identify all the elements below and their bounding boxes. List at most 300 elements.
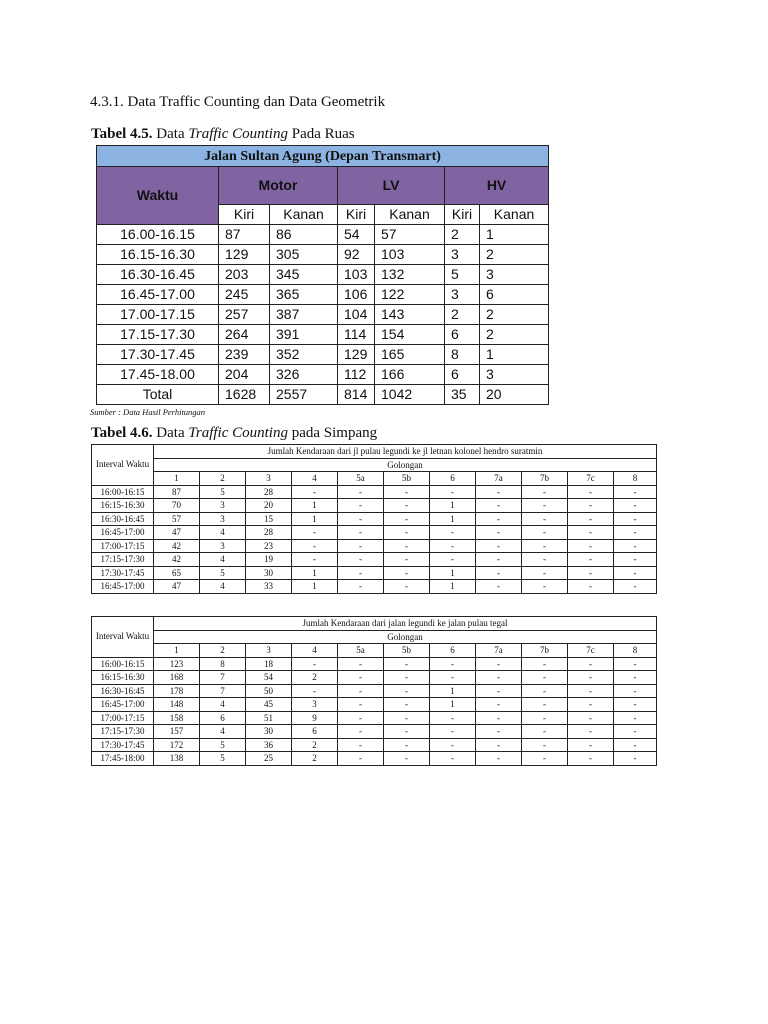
value-cell: - (384, 566, 430, 580)
value-cell: 2 (292, 671, 338, 685)
class-header: 3 (246, 644, 292, 658)
class-header: 4 (292, 472, 338, 486)
value-cell: - (476, 539, 522, 553)
table-title: Jumlah Kendaraan dari jalan legundi ke jalan pulau tegal (154, 617, 657, 631)
value-cell: 5 (200, 485, 246, 499)
caption-text: Pada Ruas (287, 126, 355, 142)
value-cell: 1 (292, 580, 338, 594)
value-cell: - (568, 566, 614, 580)
table-row (92, 738, 657, 752)
time-cell: 17.15-17.30 (97, 325, 219, 345)
value-cell: 172 (154, 738, 200, 752)
value-cell: - (522, 553, 568, 567)
value-cell: - (476, 671, 522, 685)
value-cell: 1 (480, 225, 549, 245)
value-cell: - (522, 512, 568, 526)
time-cell: 16:30-16:45 (92, 684, 154, 698)
value-cell: 2 (292, 738, 338, 752)
value-cell: - (338, 526, 384, 540)
value-cell: 3 (292, 698, 338, 712)
caption-tag: Tabel 4.6. (91, 425, 153, 441)
sub-header: Kiri (445, 205, 480, 225)
value-cell: 1 (292, 512, 338, 526)
table-4-6-caption (91, 425, 377, 442)
value-cell: - (384, 711, 430, 725)
value-cell: 1 (430, 684, 476, 698)
caption-text: Data (152, 126, 189, 142)
value-cell: - (338, 738, 384, 752)
value-cell: - (292, 539, 338, 553)
value-cell: 92 (338, 245, 375, 265)
class-header: 3 (246, 472, 292, 486)
value-cell: 2 (480, 245, 549, 265)
value-cell: - (522, 539, 568, 553)
value-cell: - (614, 684, 657, 698)
class-header: 7a (476, 472, 522, 486)
value-cell: 203 (219, 265, 270, 285)
table-row (92, 553, 657, 567)
value-cell: - (384, 738, 430, 752)
value-cell: 245 (219, 285, 270, 305)
value-cell: 3 (445, 285, 480, 305)
value-cell: 33 (246, 580, 292, 594)
value-cell: 178 (154, 684, 200, 698)
value-cell: 45 (246, 698, 292, 712)
class-header: 5a (338, 472, 384, 486)
value-cell: 2 (292, 752, 338, 766)
value-cell: - (614, 752, 657, 766)
class-header: 1 (154, 644, 200, 658)
value-cell: 5 (200, 566, 246, 580)
time-cell: 17:00-17:15 (92, 711, 154, 725)
value-cell: - (522, 725, 568, 739)
value-cell: 129 (338, 345, 375, 365)
value-cell: 87 (219, 225, 270, 245)
value-cell: 2557 (270, 385, 338, 405)
value-cell: - (430, 657, 476, 671)
class-header: 5b (384, 472, 430, 486)
value-cell: 365 (270, 285, 338, 305)
value-cell: - (476, 580, 522, 594)
interval-header: Interval Waktu (92, 445, 154, 486)
value-cell: - (292, 684, 338, 698)
value-cell: - (476, 485, 522, 499)
header-row (92, 617, 657, 631)
value-cell: - (476, 566, 522, 580)
value-cell: - (522, 657, 568, 671)
value-cell: - (476, 738, 522, 752)
value-cell: 3 (445, 245, 480, 265)
value-cell: 47 (154, 580, 200, 594)
value-cell: 4 (200, 526, 246, 540)
value-cell: - (476, 752, 522, 766)
value-cell: 132 (375, 265, 445, 285)
class-header: 2 (200, 472, 246, 486)
value-cell: - (384, 580, 430, 594)
table-row (97, 245, 549, 265)
golongan-header: Golongan (154, 630, 657, 644)
value-cell: - (614, 553, 657, 567)
value-cell: 1 (292, 499, 338, 513)
value-cell: - (476, 512, 522, 526)
value-cell: 239 (219, 345, 270, 365)
value-cell: - (522, 752, 568, 766)
value-cell: - (614, 526, 657, 540)
value-cell: 264 (219, 325, 270, 345)
time-cell: 17.30-17.45 (97, 345, 219, 365)
value-cell: 157 (154, 725, 200, 739)
value-cell: 103 (338, 265, 375, 285)
value-cell: 28 (246, 485, 292, 499)
table-row (92, 684, 657, 698)
table-row (97, 345, 549, 365)
value-cell: - (430, 738, 476, 752)
value-cell: 387 (270, 305, 338, 325)
time-cell: 17.00-17.15 (97, 305, 219, 325)
location-header: Jalan Sultan Agung (Depan Transmart) (97, 146, 549, 167)
value-cell: 148 (154, 698, 200, 712)
value-cell: - (338, 725, 384, 739)
value-cell: - (292, 485, 338, 499)
header-row (92, 644, 657, 658)
time-cell: 17:30-17:45 (92, 566, 154, 580)
time-cell: 17:30-17:45 (92, 738, 154, 752)
value-cell: 9 (292, 711, 338, 725)
table-4-5-caption (91, 126, 355, 143)
value-cell: 1042 (375, 385, 445, 405)
value-cell: 1 (430, 512, 476, 526)
value-cell: - (384, 485, 430, 499)
value-cell: 2 (445, 305, 480, 325)
header-row (92, 445, 657, 459)
value-cell: - (568, 512, 614, 526)
group-header-hv: HV (445, 167, 549, 205)
time-cell: 16:45-17:00 (92, 580, 154, 594)
class-header: 7a (476, 644, 522, 658)
value-cell: 4 (200, 698, 246, 712)
value-cell: 114 (338, 325, 375, 345)
value-cell: 7 (200, 671, 246, 685)
value-cell: - (338, 553, 384, 567)
value-cell: - (614, 566, 657, 580)
value-cell: - (568, 553, 614, 567)
value-cell: 3 (480, 365, 549, 385)
value-cell: - (614, 657, 657, 671)
value-cell: - (292, 657, 338, 671)
value-cell: - (338, 539, 384, 553)
value-cell: 70 (154, 499, 200, 513)
table-row (92, 499, 657, 513)
value-cell: 103 (375, 245, 445, 265)
value-cell: - (614, 512, 657, 526)
value-cell: 54 (338, 225, 375, 245)
value-cell: - (522, 485, 568, 499)
value-cell: - (568, 539, 614, 553)
value-cell: 20 (246, 499, 292, 513)
class-header: 6 (430, 472, 476, 486)
value-cell: 47 (154, 526, 200, 540)
value-cell: - (430, 725, 476, 739)
value-cell: 1 (430, 566, 476, 580)
value-cell: 4 (200, 553, 246, 567)
value-cell: - (430, 553, 476, 567)
value-cell: - (568, 725, 614, 739)
table-row (92, 725, 657, 739)
value-cell: - (476, 499, 522, 513)
value-cell: - (338, 698, 384, 712)
value-cell: 3 (480, 265, 549, 285)
value-cell: - (568, 684, 614, 698)
table-row (92, 671, 657, 685)
class-header: 8 (614, 472, 657, 486)
value-cell: 6 (480, 285, 549, 305)
group-header-motor: Motor (219, 167, 338, 205)
table-row (92, 566, 657, 580)
value-cell: 51 (246, 711, 292, 725)
value-cell: 4 (200, 580, 246, 594)
sub-header: Kanan (480, 205, 549, 225)
value-cell: - (568, 657, 614, 671)
value-cell: - (476, 684, 522, 698)
table-row (97, 305, 549, 325)
value-cell: - (614, 698, 657, 712)
interval-header: Interval Waktu (92, 617, 154, 658)
value-cell: 326 (270, 365, 338, 385)
value-cell: 8 (445, 345, 480, 365)
value-cell: - (384, 539, 430, 553)
value-cell: 28 (246, 526, 292, 540)
class-header: 1 (154, 472, 200, 486)
time-cell: Total (97, 385, 219, 405)
value-cell: 3 (200, 539, 246, 553)
time-cell: 16:00-16:15 (92, 657, 154, 671)
value-cell: 6 (200, 711, 246, 725)
value-cell: 25 (246, 752, 292, 766)
value-cell: - (476, 657, 522, 671)
class-header: 8 (614, 644, 657, 658)
value-cell: - (522, 684, 568, 698)
value-cell: - (522, 526, 568, 540)
value-cell: - (476, 526, 522, 540)
value-cell: 168 (154, 671, 200, 685)
class-header: 5a (338, 644, 384, 658)
sub-header: Kanan (375, 205, 445, 225)
value-cell: 6 (445, 325, 480, 345)
value-cell: 5 (445, 265, 480, 285)
class-header: 2 (200, 644, 246, 658)
value-cell: - (614, 580, 657, 594)
class-header: 7c (568, 644, 614, 658)
value-cell: 204 (219, 365, 270, 385)
value-cell: - (568, 752, 614, 766)
header-row (92, 472, 657, 486)
value-cell: - (338, 580, 384, 594)
table-row (97, 265, 549, 285)
value-cell: - (384, 698, 430, 712)
value-cell: 15 (246, 512, 292, 526)
value-cell: - (568, 485, 614, 499)
time-cell: 16:45-17:00 (92, 698, 154, 712)
value-cell: - (476, 698, 522, 712)
table-row (92, 752, 657, 766)
value-cell: - (338, 711, 384, 725)
value-cell: - (568, 499, 614, 513)
value-cell: - (568, 698, 614, 712)
value-cell: - (430, 539, 476, 553)
value-cell: 2 (480, 305, 549, 325)
caption-tag: Tabel 4.5. (91, 126, 153, 142)
sub-header: Kanan (270, 205, 338, 225)
value-cell: - (522, 698, 568, 712)
class-header: 4 (292, 644, 338, 658)
value-cell: 50 (246, 684, 292, 698)
table-row (92, 711, 657, 725)
value-cell: - (568, 526, 614, 540)
value-cell: - (522, 671, 568, 685)
golongan-header: Golongan (154, 458, 657, 472)
caption-text: pada Simpang (287, 425, 378, 441)
waktu-header: Waktu (97, 167, 219, 225)
value-cell: - (384, 671, 430, 685)
value-cell: 7 (200, 684, 246, 698)
value-cell: - (614, 499, 657, 513)
time-cell: 16:15-16:30 (92, 671, 154, 685)
table-row (92, 698, 657, 712)
value-cell: - (384, 553, 430, 567)
time-cell: 16.15-16.30 (97, 245, 219, 265)
table-row (97, 385, 549, 405)
value-cell: 6 (292, 725, 338, 739)
value-cell: 1 (430, 698, 476, 712)
value-cell: - (292, 526, 338, 540)
value-cell: - (614, 725, 657, 739)
value-cell: - (522, 566, 568, 580)
simpang-table-1 (91, 444, 657, 594)
value-cell: - (338, 485, 384, 499)
value-cell: - (430, 671, 476, 685)
value-cell: 352 (270, 345, 338, 365)
simpang-table-2 (91, 616, 657, 766)
table-row (92, 580, 657, 594)
time-cell: 16:15-16:30 (92, 499, 154, 513)
value-cell: - (614, 539, 657, 553)
value-cell: - (338, 752, 384, 766)
time-cell: 16.30-16.45 (97, 265, 219, 285)
value-cell: 1 (430, 580, 476, 594)
value-cell: - (430, 711, 476, 725)
value-cell: 30 (246, 725, 292, 739)
table-title: Jumlah Kendaraan dari jl pulau legundi ke jl letnan kolonel hendro suratmin (154, 445, 657, 459)
time-cell: 16.00-16.15 (97, 225, 219, 245)
sub-header: Kiri (338, 205, 375, 225)
table-row (92, 526, 657, 540)
sub-header: Kiri (219, 205, 270, 225)
table-row (92, 657, 657, 671)
header-row (92, 458, 657, 472)
value-cell: 305 (270, 245, 338, 265)
value-cell: - (384, 752, 430, 766)
value-cell: - (614, 485, 657, 499)
table-4-5 (96, 145, 549, 405)
value-cell: - (568, 711, 614, 725)
time-cell: 16.45-17.00 (97, 285, 219, 305)
value-cell: 2 (480, 325, 549, 345)
value-cell: 257 (219, 305, 270, 325)
value-cell: 30 (246, 566, 292, 580)
value-cell: 57 (154, 512, 200, 526)
value-cell: - (338, 671, 384, 685)
value-cell: - (384, 684, 430, 698)
table-row (92, 512, 657, 526)
value-cell: 1 (430, 499, 476, 513)
table-row (97, 225, 549, 245)
value-cell: 57 (375, 225, 445, 245)
class-header: 7b (522, 472, 568, 486)
value-cell: 1628 (219, 385, 270, 405)
header-row (92, 630, 657, 644)
class-header: 6 (430, 644, 476, 658)
value-cell: 391 (270, 325, 338, 345)
value-cell: - (568, 738, 614, 752)
value-cell: 36 (246, 738, 292, 752)
value-cell: - (384, 526, 430, 540)
value-cell: 3 (200, 512, 246, 526)
value-cell: 86 (270, 225, 338, 245)
value-cell: 19 (246, 553, 292, 567)
value-cell: 18 (246, 657, 292, 671)
value-cell: - (338, 512, 384, 526)
value-cell: 6 (445, 365, 480, 385)
group-header-lv: LV (338, 167, 445, 205)
caption-italic: Traffic Counting (188, 126, 288, 142)
table-row (92, 539, 657, 553)
value-cell: - (292, 553, 338, 567)
value-cell: 123 (154, 657, 200, 671)
class-header: 7c (568, 472, 614, 486)
value-cell: 122 (375, 285, 445, 305)
value-cell: 129 (219, 245, 270, 265)
value-cell: 42 (154, 539, 200, 553)
value-cell: 106 (338, 285, 375, 305)
class-header: 5b (384, 644, 430, 658)
caption-italic: Traffic Counting (188, 425, 288, 441)
value-cell: - (430, 485, 476, 499)
value-cell: - (338, 684, 384, 698)
value-cell: 35 (445, 385, 480, 405)
value-cell: 158 (154, 711, 200, 725)
value-cell: 2 (445, 225, 480, 245)
time-cell: 16:00-16:15 (92, 485, 154, 499)
value-cell: 104 (338, 305, 375, 325)
value-cell: 87 (154, 485, 200, 499)
value-cell: - (476, 711, 522, 725)
value-cell: - (338, 566, 384, 580)
value-cell: 165 (375, 345, 445, 365)
table-row (97, 325, 549, 345)
value-cell: - (522, 711, 568, 725)
time-cell: 16:45-17:00 (92, 526, 154, 540)
value-cell: - (384, 725, 430, 739)
value-cell: - (522, 738, 568, 752)
time-cell: 17:45-18:00 (92, 752, 154, 766)
value-cell: 65 (154, 566, 200, 580)
value-cell: - (614, 671, 657, 685)
value-cell: - (568, 580, 614, 594)
value-cell: 5 (200, 752, 246, 766)
value-cell: - (614, 711, 657, 725)
value-cell: - (522, 580, 568, 594)
value-cell: 23 (246, 539, 292, 553)
